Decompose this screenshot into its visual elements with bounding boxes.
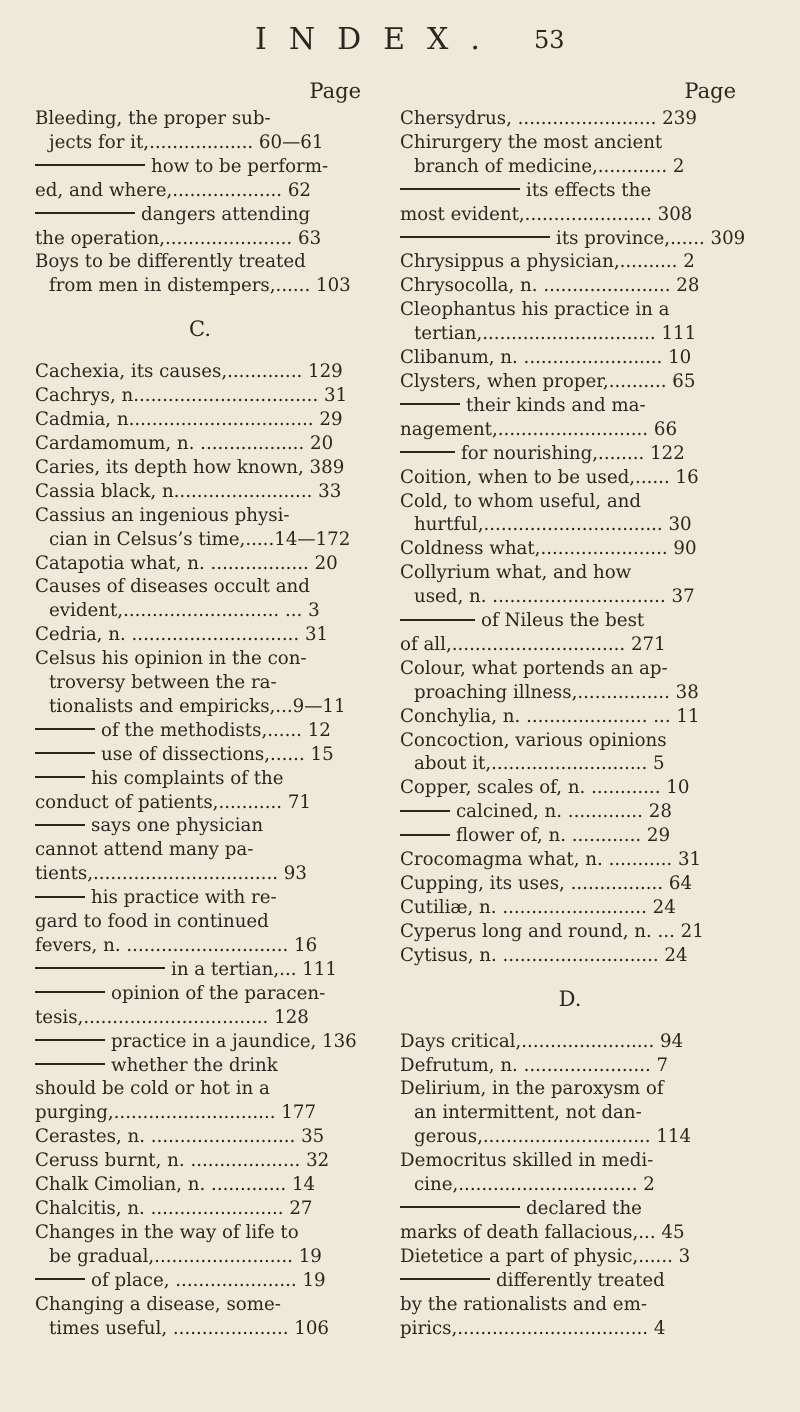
- index-entry-line: [400, 681, 740, 705]
- index-entry-text: their kinds and ma-: [466, 394, 646, 416]
- index-entry-line: [35, 910, 365, 934]
- index-entry: [400, 179, 740, 227]
- index-entry: [400, 1269, 740, 1341]
- index-entry-line: [400, 513, 740, 537]
- right-index-column: [400, 75, 746, 1340]
- index-entry-line: [35, 504, 365, 528]
- index-entry: [35, 155, 365, 203]
- index-entry-text: Cedria, n. ............................. 31: [35, 624, 329, 646]
- right-entries: [400, 107, 746, 1340]
- index-entry-text: gerous,............................. 114: [414, 1126, 692, 1148]
- index-entry-line: [400, 250, 740, 274]
- index-entry-text: Chalk Cimolian, n. ............. 14: [35, 1174, 316, 1196]
- left-index-column: [35, 75, 365, 1340]
- index-entry-text: Cerastes, n. ......................... 35: [35, 1126, 325, 1148]
- index-entry: [35, 552, 365, 576]
- index-entry-text: for nourishing,........ 122: [461, 442, 685, 464]
- index-entry-line: [35, 862, 365, 886]
- index-entry-line: [400, 179, 740, 203]
- index-entry-text: nagement,.......................... 66: [400, 418, 678, 440]
- index-entry-line: [400, 776, 740, 800]
- index-entry-line: [400, 418, 740, 442]
- index-entry-line: [400, 585, 740, 609]
- index-entry-line: [400, 1269, 740, 1293]
- index-entry-text: tesis,................................ 128: [35, 1006, 309, 1028]
- index-entry-text: Cytisus, n. ........................... 24: [400, 944, 688, 966]
- index-entry: [35, 1269, 365, 1293]
- index-entry-line: [35, 1245, 365, 1269]
- index-entry-line: [400, 298, 740, 322]
- index-entry-line: [35, 155, 365, 179]
- index-entry: [35, 719, 365, 743]
- index-entry: [400, 657, 740, 705]
- index-entry: [400, 1245, 740, 1269]
- index-entry-text: Defrutum, n. ...................... 7: [400, 1054, 669, 1076]
- index-entry-line: [35, 1149, 365, 1173]
- index-entry-text: tertian,.............................. 111: [414, 323, 697, 345]
- index-entry: [35, 504, 365, 552]
- index-entry-line: [35, 250, 365, 274]
- index-entry-text: be gradual,........................ 19: [49, 1245, 322, 1267]
- index-entry-line: [35, 982, 365, 1006]
- index-entry-line: [400, 1101, 740, 1125]
- index-entry: [35, 982, 365, 1030]
- index-entry-text: ed, and where,................... 62: [35, 179, 312, 201]
- index-entry-text: whether the drink: [111, 1054, 278, 1076]
- index-entry: [400, 394, 740, 442]
- index-entry-text: Ceruss burnt, n. ................... 32: [35, 1150, 330, 1172]
- index-entry-line: [400, 466, 740, 490]
- index-entry-text: Cutiliæ, n. ......................... 24: [400, 896, 676, 918]
- index-entry-line: [400, 131, 740, 155]
- index-entry-text: times useful, .................... 106: [49, 1317, 330, 1339]
- index-entry-text: differently treated: [496, 1269, 665, 1291]
- index-entry-line: [35, 203, 365, 227]
- index-entry-line: [400, 107, 740, 131]
- index-entry: [400, 561, 740, 609]
- index-entry: [400, 370, 740, 394]
- index-entry-line: [35, 552, 365, 576]
- index-entry: [35, 886, 365, 958]
- index-entry-line: [35, 1317, 365, 1341]
- index-entry-line: [35, 934, 365, 958]
- ditto-dash: [35, 824, 85, 826]
- index-entry-line: [35, 1221, 365, 1245]
- index-entry-line: [400, 944, 740, 968]
- index-entry-text: practice in a jaundice, 136: [111, 1030, 357, 1052]
- index-entry-line: [400, 1149, 740, 1173]
- index-entry-line: [35, 647, 365, 671]
- index-entry-text: dangers attending: [141, 203, 311, 225]
- index-entry: [400, 131, 740, 179]
- index-entry: [400, 274, 740, 298]
- index-entry: [35, 743, 365, 767]
- index-entry-line: [400, 1125, 740, 1149]
- ditto-dash: [400, 403, 460, 405]
- index-entry-text: Clysters, when proper,.......... 65: [400, 370, 696, 392]
- index-entry-text: Days critical,....................... 94: [400, 1030, 684, 1052]
- index-entry-line: [400, 1077, 740, 1101]
- index-entry-text: Colour, what portends an ap-: [400, 657, 668, 679]
- index-entry-line: [35, 791, 365, 815]
- ditto-dash: [400, 619, 475, 621]
- index-entry: [35, 107, 365, 155]
- index-entry-text: of Nileus the best: [481, 610, 645, 632]
- ditto-dash: [400, 834, 450, 836]
- page-header: [0, 22, 800, 62]
- index-entry-line: [35, 838, 365, 862]
- index-entry-line: [35, 575, 365, 599]
- index-entry-text: Bleeding, the proper sub-: [35, 108, 271, 129]
- index-entry: [400, 1149, 740, 1197]
- index-entry-text: Delirium, in the paroxysm of: [400, 1078, 664, 1100]
- section-letter: C.: [189, 317, 211, 342]
- index-entry-line: [400, 1221, 740, 1245]
- index-entry-text: an intermittent, not dan-: [414, 1102, 642, 1124]
- index-entry-text: fevers, n. ............................ 16: [35, 935, 318, 956]
- index-entry: [35, 384, 365, 408]
- index-entry: [35, 203, 365, 251]
- index-entry-line: [35, 227, 365, 251]
- index-entry-text: use of dissections,...... 15: [101, 743, 334, 765]
- index-entry-text: gard to food in continued: [35, 911, 269, 933]
- index-entry: [400, 227, 746, 251]
- index-entry-text: jects for it,.................. 60—61: [49, 131, 324, 153]
- index-entry: [400, 824, 740, 848]
- index-entry: [400, 609, 740, 657]
- index-entry-line: [400, 537, 740, 561]
- index-entry-line: [35, 695, 365, 719]
- index-entry-text: Conchylia, n. ..................... ... 11: [400, 705, 700, 727]
- index-entry-text: of all,.............................. 271: [400, 633, 666, 655]
- ditto-dash: [35, 1278, 85, 1280]
- index-entry-line: [35, 719, 365, 743]
- index-entry-text: from men in distempers,...... 103: [49, 275, 351, 297]
- index-entry: [35, 958, 365, 982]
- index-entry-text: Celsus his opinion in the con-: [35, 648, 307, 670]
- index-entry-text: tients,................................ 93: [35, 863, 307, 885]
- ditto-dash: [400, 236, 550, 238]
- index-entry: [35, 360, 365, 384]
- index-entry-text: Coldness what,...................... 90: [400, 538, 697, 560]
- index-entry: [35, 480, 365, 504]
- index-entry: [400, 466, 740, 490]
- index-entry-text: Copper, scales of, n. ............ 10: [400, 777, 690, 799]
- index-entry-text: marks of death fallacious,... 45: [400, 1221, 685, 1243]
- index-entry: [35, 432, 365, 456]
- ditto-dash: [400, 1278, 490, 1280]
- index-entry-text: Cleophantus his practice in a: [400, 299, 670, 321]
- index-entry: [35, 1149, 365, 1173]
- index-entry-text: Cassius an ingenious physi-: [35, 504, 290, 526]
- index-entry: [400, 729, 740, 777]
- index-entry-line: [400, 561, 740, 585]
- index-entry-text: its province,...... 309: [556, 227, 746, 249]
- ditto-dash: [400, 188, 520, 190]
- index-entry-text: Chalcitis, n. ....................... 27: [35, 1197, 313, 1219]
- index-entry: [400, 442, 740, 466]
- index-entry-text: Cardamomum, n. .................. 20: [35, 432, 334, 454]
- index-entry: [35, 1054, 365, 1126]
- index-entry-line: [400, 633, 740, 657]
- page-column-label: Page: [309, 79, 361, 103]
- index-entry-line: [400, 1197, 740, 1221]
- index-entry-text: how to be perform-: [151, 155, 329, 177]
- index-entry-text: Changing a disease, some-: [35, 1293, 281, 1315]
- ditto-dash: [35, 776, 85, 778]
- index-entry-text: Boys to be differently treated: [35, 251, 306, 273]
- index-entry-text: troversy between the ra-: [49, 672, 277, 694]
- index-entry-line: [35, 1173, 365, 1197]
- index-entry-text: his complaints of the: [91, 767, 284, 789]
- ditto-dash: [35, 967, 165, 969]
- index-entry-text: Dietetice a part of physic,...... 3: [400, 1245, 691, 1267]
- ditto-dash: [400, 451, 455, 453]
- ditto-dash: [35, 1039, 105, 1041]
- index-entry-text: used, n. .............................. 37: [414, 586, 695, 608]
- index-entry-line: [35, 1269, 365, 1293]
- index-entry-text: tionalists and empiricks,...9—11: [49, 695, 346, 717]
- index-entry-line: [400, 729, 740, 753]
- index-entry: [400, 920, 740, 944]
- index-entry-text: the operation,...................... 63: [35, 227, 322, 249]
- ditto-dash: [35, 1063, 105, 1065]
- index-entry-line: [400, 1054, 740, 1078]
- index-entry-text: calcined, n. ............. 28: [456, 801, 672, 823]
- index-entry-line: [400, 1173, 740, 1197]
- index-entry-line: [400, 752, 740, 776]
- index-entry-text: says one physician: [91, 815, 264, 837]
- index-entry-line: [35, 274, 365, 298]
- index-entry-text: Cachexia, its causes,............. 129: [35, 361, 343, 383]
- index-entry: [400, 537, 740, 561]
- index-entry: [400, 705, 740, 729]
- index-entry-line: [400, 657, 740, 681]
- index-entry: [400, 776, 740, 800]
- index-entry-line: [400, 824, 740, 848]
- index-entry-line: [35, 767, 365, 791]
- index-entry: [400, 490, 740, 538]
- index-entry-text: Coition, when to be used,...... 16: [400, 466, 699, 488]
- index-entry: [400, 107, 740, 131]
- ditto-dash: [35, 752, 95, 754]
- index-entry-text: most evident,...................... 308: [400, 203, 693, 225]
- index-entry-text: evident,........................... ... 3: [49, 600, 320, 622]
- index-entry-line: [400, 609, 740, 633]
- index-entry-line: [400, 346, 740, 370]
- index-entry: [35, 1293, 365, 1341]
- index-entry: [35, 814, 365, 886]
- index-entry: [400, 800, 740, 824]
- index-entry: [35, 408, 365, 432]
- index-entry-line: [35, 384, 365, 408]
- index-entry-text: flower of, n. ............ 29: [456, 825, 671, 847]
- index-entry: [400, 1197, 740, 1245]
- index-entry-text: Cadmia, n................................ 29: [35, 409, 343, 431]
- index-entry: [35, 623, 365, 647]
- index-entry: [400, 896, 740, 920]
- index-entry-line: [35, 131, 365, 155]
- page-column-label: Page: [684, 79, 736, 103]
- index-entry-text: Cyperus long and round, n. ... 21: [400, 920, 704, 942]
- index-entry-text: Collyrium what, and how: [400, 562, 632, 584]
- ditto-dash: [400, 1206, 520, 1208]
- index-entry-line: [400, 370, 740, 394]
- index-entry: [400, 298, 740, 346]
- index-entry-line: [400, 394, 740, 418]
- index-entry: [400, 1030, 740, 1054]
- running-title: INDEX.: [255, 22, 502, 57]
- index-entry: [35, 1221, 365, 1269]
- index-entry-text: Catapotia what, n. ................. 20: [35, 552, 338, 574]
- index-entry-text: cian in Celsus’s time,.....14—172: [49, 528, 351, 550]
- index-entry-line: [35, 528, 365, 552]
- index-entry-line: [35, 456, 365, 480]
- index-entry-line: [35, 599, 365, 623]
- index-entry-line: [35, 1030, 365, 1054]
- index-entry-line: [400, 896, 740, 920]
- index-entry-text: his practice with re-: [91, 887, 277, 909]
- index-entry-line: [400, 1317, 740, 1341]
- ditto-dash: [35, 728, 95, 730]
- index-entry-line: [400, 203, 740, 227]
- index-entry-text: opinion of the paracen-: [111, 982, 326, 1004]
- ditto-dash: [35, 991, 105, 993]
- index-entry-text: in a tertian,... 111: [171, 958, 338, 980]
- index-entry-line: [35, 743, 365, 767]
- index-entry-line: [35, 623, 365, 647]
- index-entry-text: Crocomagma what, n. ........... 31: [400, 849, 702, 871]
- index-entry-line: [35, 107, 365, 131]
- index-entry: [35, 1173, 365, 1197]
- index-entry-line: [35, 360, 365, 384]
- index-entry-text: Cassia black, n........................ 33: [35, 480, 342, 502]
- index-entry: [35, 1125, 365, 1149]
- index-entry-line: [35, 814, 365, 838]
- index-entry-text: Causes of diseases occult and: [35, 576, 310, 598]
- index-entry-text: by the rationalists and em-: [400, 1293, 647, 1315]
- index-entry-text: declared the: [526, 1197, 642, 1219]
- index-entry-line: [35, 671, 365, 695]
- index-entry-text: proaching illness,................ 38: [414, 681, 699, 703]
- index-entry-line: [35, 480, 365, 504]
- index-entry-line: [400, 1245, 740, 1269]
- index-entry: [400, 346, 740, 370]
- index-entry-line: [35, 179, 365, 203]
- index-entry: [400, 1077, 740, 1149]
- index-entry: [400, 848, 740, 872]
- index-entry-text: Cupping, its uses, ................ 64: [400, 873, 693, 894]
- index-entry-line: [400, 848, 740, 872]
- index-entry-text: of place, ..................... 19: [91, 1269, 326, 1291]
- index-entry-text: Cold, to whom useful, and: [400, 490, 642, 512]
- index-entry-text: Clibanum, n. ........................ 10: [400, 347, 692, 369]
- page-number: 53: [534, 26, 565, 54]
- index-entry-text: about it,........................... 5: [414, 753, 665, 775]
- index-entry-text: Chersydrus, ........................ 239: [400, 108, 697, 129]
- index-entry-text: Chrysippus a physician,.......... 2: [400, 251, 695, 273]
- index-entry: [35, 767, 365, 815]
- index-entry: [400, 872, 740, 896]
- ditto-dash: [35, 896, 85, 898]
- ditto-dash: [35, 164, 145, 166]
- index-entry-line: [35, 958, 365, 982]
- section-letter: D.: [558, 986, 582, 1011]
- index-entry-text: Cachrys, n................................ 31: [35, 385, 348, 407]
- index-entry-text: cine,............................... 2: [414, 1174, 655, 1196]
- index-entry-line: [35, 1293, 365, 1317]
- index-entry-line: [400, 442, 740, 466]
- index-entry-text: of the methodists,...... 12: [101, 719, 331, 741]
- index-entry-line: [400, 155, 740, 179]
- index-entry-text: branch of medicine,............ 2: [414, 155, 685, 177]
- index-entry-line: [400, 1030, 740, 1054]
- index-entry-line: [400, 322, 740, 346]
- index-entry-text: Concoction, various opinions: [400, 729, 667, 751]
- index-entry-text: Chrysocolla, n. ...................... 28: [400, 275, 700, 297]
- index-entry-line: [400, 274, 740, 298]
- index-entry-line: [35, 1054, 365, 1078]
- index-entry: [400, 1054, 740, 1078]
- index-entry-line: [35, 1101, 365, 1125]
- index-entry: [35, 456, 365, 480]
- index-entry-line: [400, 705, 740, 729]
- index-entry-text: should be cold or hot in a: [35, 1078, 270, 1100]
- index-entry-text: cannot attend many pa-: [35, 839, 254, 861]
- index-entry-text: hurtful,............................... 30: [414, 514, 692, 536]
- index-entry-text: Caries, its depth how known, 389: [35, 456, 345, 478]
- index-entry-line: [400, 1293, 740, 1317]
- ditto-dash: [35, 212, 135, 214]
- index-entry-text: conduct of patients,........... 71: [35, 791, 311, 813]
- index-entry-line: [35, 1125, 365, 1149]
- index-entry-line: [35, 1077, 365, 1101]
- index-entry: [35, 1030, 365, 1054]
- index-entry: [400, 250, 740, 274]
- index-entry-text: purging,............................ 177: [35, 1102, 317, 1124]
- index-entry-line: [35, 1006, 365, 1030]
- index-entry-line: [400, 920, 740, 944]
- index-entry-text: Democritus skilled in medi-: [400, 1150, 654, 1172]
- index-entry-line: [35, 432, 365, 456]
- ditto-dash: [400, 810, 450, 812]
- index-entry-text: its effects the: [526, 179, 652, 201]
- index-entry: [35, 250, 365, 298]
- index-entry: [400, 944, 740, 968]
- index-entry: [35, 575, 365, 623]
- index-entry-text: Chirurgery the most ancient: [400, 131, 663, 153]
- index-entry-line: [400, 227, 746, 251]
- index-entry: [35, 647, 365, 719]
- index-entry-line: [400, 490, 740, 514]
- index-entry-line: [35, 1197, 365, 1221]
- index-entry-line: [400, 872, 740, 896]
- index-entry: [35, 1197, 365, 1221]
- index-entry-line: [35, 408, 365, 432]
- left-entries: [35, 107, 365, 1340]
- index-entry-line: [35, 886, 365, 910]
- index-entry-text: pirics,................................. 4: [400, 1317, 666, 1339]
- index-entry-line: [400, 800, 740, 824]
- index-entry-text: Changes in the way of life to: [35, 1221, 299, 1243]
